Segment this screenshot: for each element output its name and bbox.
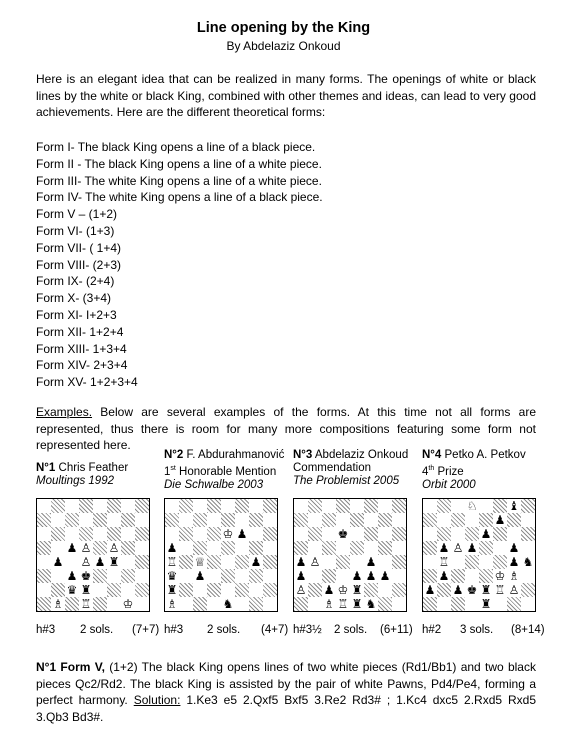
- light-square: [121, 499, 135, 513]
- chess-piece-g4: ♟: [508, 555, 520, 569]
- problem-source: Die Schwalbe 2003: [164, 478, 264, 491]
- form-item: Form XIV- 2+3+4: [36, 358, 128, 373]
- chess-piece-d2: ♚: [466, 583, 478, 597]
- problem-3-stipulation: h#3½: [293, 624, 322, 636]
- chess-piece-b4: ♙: [309, 555, 321, 569]
- light-square: [235, 513, 249, 527]
- problem-4-header: [422, 449, 526, 492]
- light-square: [392, 569, 406, 583]
- light-square: [249, 499, 263, 513]
- light-square: [423, 527, 437, 541]
- light-square: [107, 513, 121, 527]
- chess-piece-h4: ♞: [522, 555, 534, 569]
- form-item: Form XV- 1+2+3+4: [36, 375, 138, 390]
- problem-3-count: (6+11): [380, 624, 413, 636]
- problem-1-solutions: 2 sols.: [80, 624, 114, 636]
- chess-piece-g8: ♝: [508, 499, 520, 513]
- chess-piece-c5: ♟: [66, 541, 78, 555]
- light-square: [235, 541, 249, 555]
- forms-list: [36, 139, 323, 391]
- light-square: [263, 597, 277, 611]
- problem-2-stipulation: h#3: [164, 624, 184, 636]
- light-square: [364, 513, 378, 527]
- problem-3-solutions: 2 sols.: [334, 624, 368, 636]
- examples-label: Examples.: [36, 405, 93, 419]
- chess-diagram-3: [293, 498, 407, 612]
- article-author: By Abdelaziz Onkoud: [226, 39, 341, 53]
- chess-piece-f6: ♟: [236, 527, 248, 541]
- chess-piece-b3: ♟: [438, 569, 450, 583]
- chess-piece-d1: ♖: [337, 597, 349, 611]
- chess-piece-b4: ♖: [438, 555, 450, 569]
- light-square: [121, 555, 135, 569]
- chess-piece-e2: ♜: [351, 583, 363, 597]
- light-square: [179, 569, 193, 583]
- light-square: [249, 527, 263, 541]
- chess-piece-a5: ♟: [166, 541, 178, 555]
- light-square: [350, 555, 364, 569]
- light-square: [451, 527, 465, 541]
- chess-piece-e6: ♟: [480, 527, 492, 541]
- problem-composer: Chris Feather: [58, 462, 129, 474]
- light-square: [308, 541, 322, 555]
- chess-piece-g2: ♙: [508, 583, 520, 597]
- intro-paragraph: Here is an elegant idea that can be realized in many forms. The openings of white or black lines by the white or black King, combined with other themes and ideas, can lead to very good achievements. Here are the different theoretical forms:: [36, 72, 536, 120]
- light-square: [479, 499, 493, 513]
- problem-number: N°1: [36, 462, 56, 474]
- problem-composer: Petko A. Petkov: [444, 449, 526, 461]
- form-item: Form IX- (2+4): [36, 274, 115, 289]
- problem-composer: Abdelaziz Onkoud: [314, 449, 409, 461]
- chess-piece-g1: ♔: [122, 597, 134, 611]
- chess-piece-g4: ♟: [250, 555, 262, 569]
- chess-diagram-4: [422, 498, 536, 612]
- light-square: [193, 583, 207, 597]
- chess-piece-c3: ♟: [66, 569, 78, 583]
- article-title: Line opening by the King: [196, 20, 371, 36]
- examples-paragraph: [36, 404, 536, 454]
- problem-1-stipulation: h#3: [36, 624, 56, 636]
- light-square: [336, 569, 350, 583]
- problem-source: The Problemist 2005: [293, 475, 400, 487]
- chess-piece-g5: ♟: [508, 541, 520, 555]
- light-square: [263, 513, 277, 527]
- problem-3-header: [293, 449, 408, 488]
- chess-piece-e1: ♞: [222, 597, 234, 611]
- chess-piece-a2: ♙: [295, 583, 307, 597]
- chess-piece-c5: ♙: [452, 541, 464, 555]
- form-item: Form IV- The white King opens a line of a black piece.: [36, 190, 323, 205]
- light-square: [423, 555, 437, 569]
- problem-number: N°4: [422, 449, 442, 461]
- chess-piece-d2: ♔: [337, 583, 349, 597]
- chess-piece-b1: ♗: [52, 597, 64, 611]
- problem-1-header: [36, 462, 128, 488]
- chess-piece-a1: ♗: [166, 597, 178, 611]
- light-square: [378, 499, 392, 513]
- light-square: [51, 541, 65, 555]
- chess-piece-f1: ♞: [365, 597, 377, 611]
- form-item: Form XIII- 1+3+4: [36, 341, 127, 356]
- light-square: [93, 583, 107, 597]
- chess-piece-c1: ♗: [323, 597, 335, 611]
- solution-text: 1.Ke3 e5 2.Qxf5 Bxf5 3.Re2 Rd3# ; 1.Kc4 dxc5 2.Rxd5 Rxd5 3.Qb3 Bd3#.: [36, 693, 537, 725]
- light-square: [93, 499, 107, 513]
- form-item: Form V – (1+2): [36, 207, 118, 222]
- light-square: [51, 513, 65, 527]
- light-square: [322, 499, 336, 513]
- light-square: [207, 569, 221, 583]
- chess-piece-e4: ♟: [94, 555, 106, 569]
- light-square: [37, 555, 51, 569]
- problem-number: N°3: [293, 449, 313, 461]
- light-square: [336, 513, 350, 527]
- chess-piece-d5: ♙: [80, 541, 92, 555]
- light-square: [350, 499, 364, 513]
- problem-composer: F. Abdurahmanović: [186, 449, 285, 461]
- chess-piece-a2: ♟: [424, 583, 436, 597]
- light-square: [135, 569, 149, 583]
- chess-piece-e6: ♔: [222, 527, 234, 541]
- problem-award: 1st Honorable Mention: [164, 465, 277, 478]
- form-item: Form VI- (1+3): [36, 223, 115, 238]
- light-square: [451, 555, 465, 569]
- light-square: [51, 569, 65, 583]
- chess-piece-c2: ♟: [323, 583, 335, 597]
- examples-text: Below are several examples of the forms. At this time not all forms are represented, thus there is room for many more compositions featuring some form not represented here.: [36, 405, 536, 453]
- light-square: [437, 513, 451, 527]
- solution-label: Solution:: [133, 693, 181, 708]
- chess-piece-f7: ♟: [494, 513, 506, 527]
- light-square: [235, 597, 249, 611]
- light-square: [493, 597, 507, 611]
- chess-piece-d8: ♘: [466, 499, 478, 513]
- light-square: [135, 513, 149, 527]
- problem-2-solutions: 2 sols.: [207, 624, 241, 636]
- light-square: [79, 513, 93, 527]
- form-item: Form II - The black King opens a line of a white piece.: [36, 156, 322, 171]
- light-square: [221, 583, 235, 597]
- light-square: [263, 541, 277, 555]
- light-square: [37, 527, 51, 541]
- light-square: [507, 527, 521, 541]
- light-square: [521, 597, 535, 611]
- light-square: [465, 569, 479, 583]
- problem-2-header: [164, 449, 284, 492]
- light-square: [465, 597, 479, 611]
- light-square: [107, 569, 121, 583]
- light-square: [249, 583, 263, 597]
- chess-piece-c2: ♛: [66, 583, 78, 597]
- problem-2-count: (4+7): [261, 624, 289, 636]
- chess-piece-e1: ♜: [351, 597, 363, 611]
- chess-piece-a2: ♜: [166, 583, 178, 597]
- light-square: [121, 527, 135, 541]
- light-square: [392, 541, 406, 555]
- problem-number: N°2: [164, 449, 184, 461]
- chess-piece-d6: ♚: [337, 527, 349, 541]
- light-square: [364, 541, 378, 555]
- chess-piece-f3: ♟: [365, 569, 377, 583]
- chess-piece-d2: ♜: [80, 583, 92, 597]
- chess-piece-f2: ♖: [494, 583, 506, 597]
- problem-source: Orbit 2000: [422, 478, 476, 491]
- chess-piece-f5: ♙: [108, 541, 120, 555]
- problem-4-solutions: 3 sols.: [460, 624, 494, 636]
- chess-piece-a4: ♖: [166, 555, 178, 569]
- form-item: Form X- (3+4): [36, 291, 112, 306]
- commentary-heading: N°1 Form V,: [36, 660, 105, 674]
- chess-piece-b4: ♟: [52, 555, 64, 569]
- light-square: [294, 499, 308, 513]
- light-square: [37, 583, 51, 597]
- chess-piece-a3: ♛: [166, 569, 178, 583]
- chess-piece-g3: ♟: [379, 569, 391, 583]
- light-square: [179, 513, 193, 527]
- light-square: [392, 597, 406, 611]
- light-square: [308, 569, 322, 583]
- problem-4-count: (8+14): [511, 624, 545, 636]
- light-square: [135, 597, 149, 611]
- light-square: [378, 527, 392, 541]
- commentary-text: (1+2) The black King opens lines of two white pieces (Rd1/Bb1) and two black pieces Qc2/Rd2. The black King is assisted by the pair of white Pawns, Pd4/Pe4, forming a perfect harmony.: [36, 660, 536, 708]
- chess-piece-c2: ♟: [452, 583, 464, 597]
- light-square: [521, 513, 535, 527]
- light-square: [521, 541, 535, 555]
- chess-piece-a3: ♟: [295, 569, 307, 583]
- light-square: [378, 555, 392, 569]
- form-item: Form VII- ( 1+4): [36, 240, 122, 255]
- problem-4-stipulation: h#2: [422, 624, 442, 636]
- light-square: [437, 597, 451, 611]
- light-square: [479, 555, 493, 569]
- light-square: [207, 541, 221, 555]
- chess-piece-g3: ♗: [508, 569, 520, 583]
- light-square: [193, 527, 207, 541]
- light-square: [423, 499, 437, 513]
- light-square: [179, 541, 193, 555]
- form-item: Form VIII- (2+3): [36, 257, 122, 272]
- form-item: Form III- The white King opens a line of a white piece.: [36, 173, 322, 188]
- chess-piece-e2: ♜: [480, 583, 492, 597]
- chess-piece-e3: ♟: [351, 569, 363, 583]
- problem-source: Moultings 1992: [36, 475, 114, 487]
- light-square: [521, 569, 535, 583]
- chess-piece-c4: ♕: [194, 555, 206, 569]
- chess-piece-e1: ♜: [480, 597, 492, 611]
- chess-piece-a4: ♟: [295, 555, 307, 569]
- light-square: [221, 499, 235, 513]
- light-square: [465, 513, 479, 527]
- light-square: [179, 597, 193, 611]
- chess-piece-d4: ♙: [80, 555, 92, 569]
- light-square: [378, 583, 392, 597]
- chess-diagram-2: [164, 498, 278, 612]
- chess-piece-d3: ♚: [80, 569, 92, 583]
- problem-award: Commendation: [293, 462, 371, 474]
- chess-piece-d5: ♟: [466, 541, 478, 555]
- problem-1-commentary: [36, 659, 536, 726]
- light-square: [294, 527, 308, 541]
- light-square: [121, 583, 135, 597]
- light-square: [336, 541, 350, 555]
- light-square: [107, 597, 121, 611]
- light-square: [65, 527, 79, 541]
- light-square: [207, 597, 221, 611]
- form-item: Form XII- 1+2+4: [36, 324, 124, 339]
- chess-piece-d1: ♖: [80, 597, 92, 611]
- light-square: [322, 527, 336, 541]
- light-square: [165, 499, 179, 513]
- chess-piece-f3: ♔: [494, 569, 506, 583]
- light-square: [65, 499, 79, 513]
- light-square: [322, 555, 336, 569]
- light-square: [135, 541, 149, 555]
- light-square: [221, 555, 235, 569]
- chess-piece-f4: ♟: [365, 555, 377, 569]
- light-square: [235, 569, 249, 583]
- light-square: [207, 513, 221, 527]
- light-square: [193, 499, 207, 513]
- light-square: [451, 499, 465, 513]
- chess-piece-c3: ♟: [194, 569, 206, 583]
- light-square: [263, 569, 277, 583]
- light-square: [308, 513, 322, 527]
- light-square: [65, 555, 79, 569]
- form-item: Form XI- I+2+3: [36, 307, 117, 322]
- problem-1-count: (7+7): [132, 624, 160, 636]
- form-item: Form I- The black King opens a line of a black piece.: [36, 140, 316, 154]
- chess-piece-f4: ♜: [108, 555, 120, 569]
- light-square: [350, 527, 364, 541]
- light-square: [392, 513, 406, 527]
- light-square: [93, 527, 107, 541]
- chess-piece-b5: ♟: [438, 541, 450, 555]
- light-square: [37, 499, 51, 513]
- problem-award: 4th Prize: [422, 465, 464, 478]
- light-square: [165, 527, 179, 541]
- chess-diagram-1: [36, 498, 150, 612]
- light-square: [493, 541, 507, 555]
- light-square: [308, 597, 322, 611]
